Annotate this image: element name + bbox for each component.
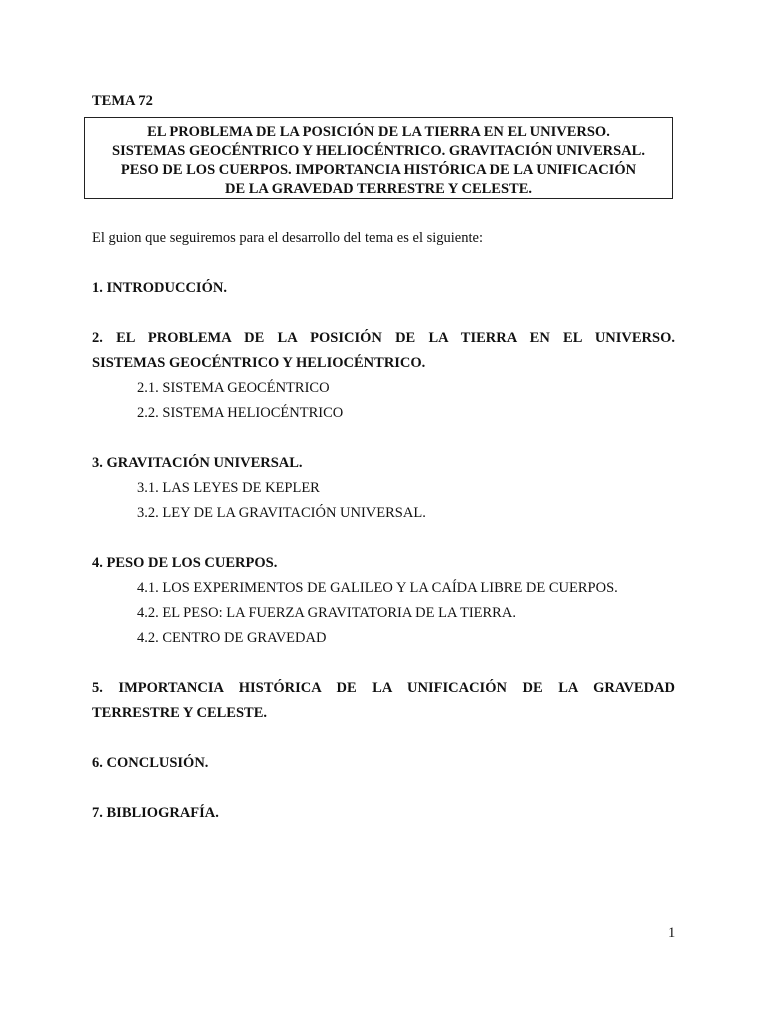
section-title xyxy=(92,551,675,576)
subsection-item: 3.1. LAS LEYES DE KEPLER xyxy=(137,480,320,496)
subsection-item: 2.1. SISTEMA GEOCÉNTRICO xyxy=(137,380,330,396)
section-title xyxy=(92,801,675,826)
title-line: DE LA GRAVEDAD TERRESTRE Y CELESTE. xyxy=(224,181,532,197)
section-title-line: TERRESTRE Y CELESTE. xyxy=(92,705,267,721)
subsection-item: 4.2. CENTRO DE GRAVEDAD xyxy=(137,630,327,646)
section-6 xyxy=(92,751,675,776)
section-title-line: 7. BIBLIOGRAFÍA. xyxy=(92,805,219,821)
section-title-line: 1. INTRODUCCIÓN. xyxy=(92,280,227,296)
section-1 xyxy=(92,276,675,301)
title-box xyxy=(84,117,673,199)
subsection-item: 4.1. LOS EXPERIMENTOS DE GALILEO Y LA CAÍDA LIBRE DE CUERPOS. xyxy=(137,580,618,596)
section-title-line: SISTEMAS GEOCÉNTRICO Y HELIOCÉNTRICO. xyxy=(92,355,426,371)
section-7 xyxy=(92,801,675,826)
section-title xyxy=(92,451,675,476)
section-4 xyxy=(92,551,675,651)
section-title-line: 5. IMPORTANCIA HISTÓRICA DE LA UNIFICACIÓN DE LA GRAVEDAD xyxy=(92,680,675,696)
title-line: EL PROBLEMA DE LA POSICIÓN DE LA TIERRA EN EL UNIVERSO. xyxy=(147,124,610,140)
page-number: 1 xyxy=(668,925,676,941)
section-title-line: 3. GRAVITACIÓN UNIVERSAL. xyxy=(92,455,303,471)
section-title xyxy=(92,276,675,301)
subsection-item: 4.2. EL PESO: LA FUERZA GRAVITATORIA DE LA TIERRA. xyxy=(137,605,516,621)
section-title xyxy=(92,326,675,376)
section-2 xyxy=(92,326,675,426)
title-line: PESO DE LOS CUERPOS. IMPORTANCIA HISTÓRICA DE LA UNIFICACIÓN xyxy=(120,162,637,178)
tema-label: TEMA 72 xyxy=(92,93,153,109)
section-title-line: 6. CONCLUSIÓN. xyxy=(92,755,209,771)
title-line: SISTEMAS GEOCÉNTRICO Y HELIOCÉNTRICO. GRAVITACIÓN UNIVERSAL. xyxy=(112,143,645,159)
table-of-contents xyxy=(92,276,675,826)
section-5 xyxy=(92,676,675,726)
intro-text: El guion que seguiremos para el desarrollo del tema es el siguiente: xyxy=(92,230,483,246)
section-3 xyxy=(92,451,675,526)
section-title xyxy=(92,751,675,776)
section-title xyxy=(92,676,675,726)
subsection-item: 3.2. LEY DE LA GRAVITACIÓN UNIVERSAL. xyxy=(137,505,426,521)
section-title-line: 2. EL PROBLEMA DE LA POSICIÓN DE LA TIERRA EN EL UNIVERSO. xyxy=(92,330,675,346)
section-title-line: 4. PESO DE LOS CUERPOS. xyxy=(92,555,278,571)
subsection-item: 2.2. SISTEMA HELIOCÉNTRICO xyxy=(137,405,344,421)
